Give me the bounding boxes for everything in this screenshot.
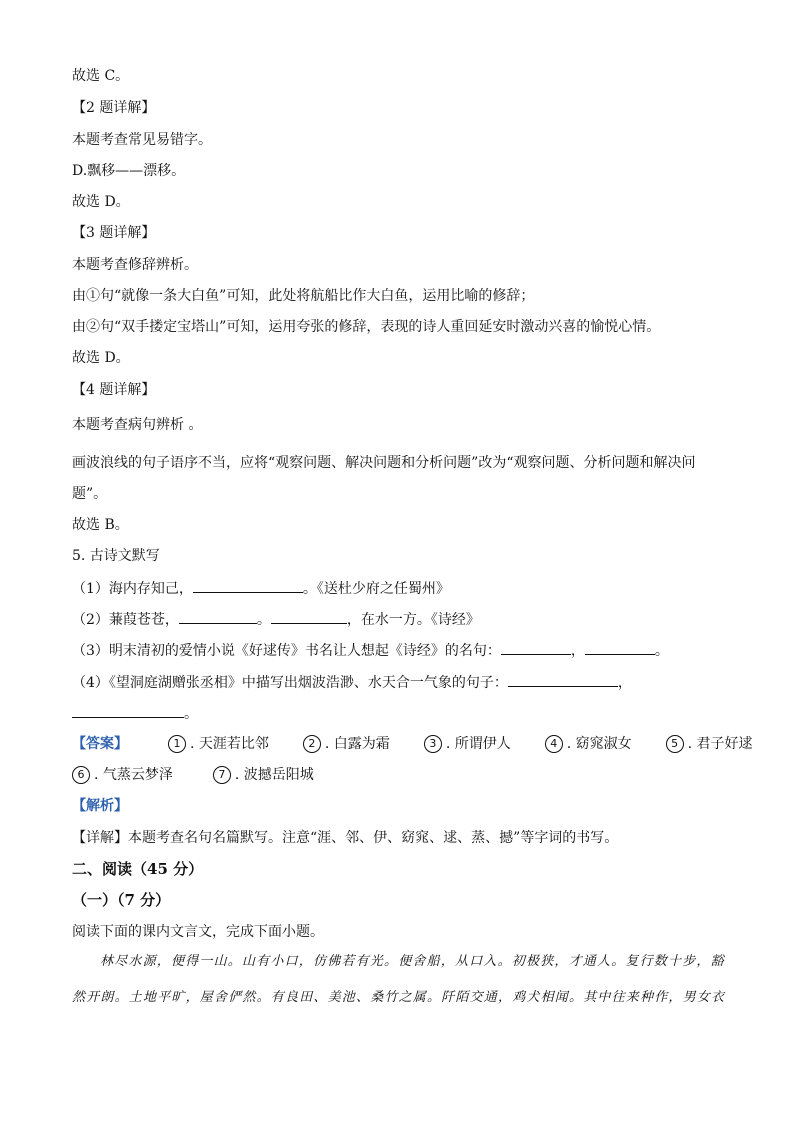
answer-item bbox=[72, 765, 173, 785]
q5-p4-text-c: 。 bbox=[184, 706, 198, 722]
answer-text: . 气蒸云梦泽 bbox=[94, 767, 173, 783]
line-8: 由①句“就像一条大白鱼”可知，此处将航船比作大白鱼，运用比喻的修辞； bbox=[72, 288, 535, 304]
answer-text: . 所谓伊人 bbox=[445, 736, 511, 752]
line-14: 题”。 bbox=[72, 486, 108, 502]
fill-blank bbox=[585, 640, 655, 655]
section-2-title: 二、阅读（45 分） bbox=[72, 860, 204, 878]
circled-number-icon: 7 bbox=[213, 766, 231, 784]
q5-part-4-cont bbox=[72, 703, 198, 724]
answer-item bbox=[168, 734, 269, 754]
q5-p3-text-a: （3）明末清初的爱情小说《好逑传》书名让人想起《诗经》的名句： bbox=[72, 643, 501, 659]
answer-item bbox=[545, 734, 632, 754]
q5-p4-text-a: （4）《望洞庭湖赠张丞相》中描写出烟波浩渺、水天合一气象的句子： bbox=[72, 675, 508, 691]
answer-row-2 bbox=[72, 765, 348, 785]
circled-number-icon: 6 bbox=[72, 766, 90, 784]
circled-number-icon: 4 bbox=[545, 735, 563, 753]
q5-p2-text-b: 。 bbox=[256, 612, 271, 628]
q5-part-2 bbox=[72, 609, 480, 630]
line-1: 故选 C。 bbox=[72, 68, 130, 84]
fill-blank bbox=[508, 672, 618, 687]
q5-p2-text-c: ，在水一方。《诗经》 bbox=[346, 612, 480, 628]
question-5-title: 5. 古诗文默写 bbox=[72, 548, 160, 564]
line-9: 由②句“双手搂定宝塔山”可知，运用夸张的修辞，表现的诗人重回延安时激动兴喜的愉悦心情。 bbox=[72, 319, 661, 335]
line-3: 本题考查常见易错字。 bbox=[72, 132, 212, 148]
q5-part-1 bbox=[72, 578, 450, 599]
line-5: 故选 D。 bbox=[72, 194, 130, 210]
q5-p1-text-b: 。《送杜少府之任蜀州》 bbox=[302, 581, 450, 597]
circled-number-icon: 1 bbox=[168, 735, 186, 753]
circled-number-icon: 2 bbox=[303, 735, 321, 753]
line-15: 故选 B。 bbox=[72, 517, 129, 533]
answer-text: . 窈窕淑女 bbox=[566, 736, 632, 752]
line-10: 故选 D。 bbox=[72, 350, 130, 366]
classical-passage-line-2: 然开朗。土地平旷，屋舍俨然。有良田、美池、桑竹之属。阡陌交通，鸡犬相闻。其中往来种作，男女衣 bbox=[72, 990, 726, 1005]
fill-blank bbox=[72, 703, 184, 718]
answer-item bbox=[424, 734, 511, 754]
line-12: 本题考查病句辨析 。 bbox=[72, 417, 203, 433]
answer-text: . 波撼岳阳城 bbox=[234, 767, 314, 783]
answer-text: . 白露为霜 bbox=[324, 736, 390, 752]
circled-number-icon: 5 bbox=[666, 735, 684, 753]
heading-q4-detail: 【4 题详解】 bbox=[72, 382, 156, 398]
answer-item bbox=[666, 734, 753, 754]
q5-p1-text-a: （1）海内存知己， bbox=[72, 581, 193, 597]
line-13: 画波浪线的句子语序不当，应将“观察问题、解决问题和分析问题”改为“观察问题、分析问题和解决问 bbox=[72, 455, 696, 471]
heading-q2-detail: 【2 题详解】 bbox=[72, 100, 156, 116]
line-4: D.飘移——漂移。 bbox=[72, 163, 186, 179]
analysis-detail: 【详解】本题考查名句名篇默写。注意“涯、邻、伊、窈窕、逑、蒸、撼”等字词的书写。 bbox=[72, 830, 619, 846]
answer-text: . 君子好逑 bbox=[687, 736, 753, 752]
q5-part-4 bbox=[72, 672, 632, 693]
section-2-subtitle: （一）（7 分） bbox=[72, 891, 171, 909]
q5-p2-text-a: （2）蒹葭苍苍， bbox=[72, 612, 179, 628]
answer-row-1 bbox=[72, 734, 753, 754]
reading-instruction: 阅读下面的课内文言文，完成下面小题。 bbox=[72, 924, 324, 940]
circled-number-icon: 3 bbox=[424, 735, 442, 753]
q5-p3-text-b: ， bbox=[570, 643, 585, 659]
fill-blank bbox=[179, 609, 257, 624]
q5-p4-text-b: ， bbox=[617, 675, 632, 691]
analysis-label: 【解析】 bbox=[72, 798, 128, 814]
line-7: 本题考查修辞辨析。 bbox=[72, 257, 198, 273]
heading-q3-detail: 【3 题详解】 bbox=[72, 225, 156, 241]
fill-blank bbox=[193, 578, 303, 593]
answer-item bbox=[213, 765, 314, 785]
q5-p3-text-c: 。 bbox=[654, 643, 669, 659]
classical-passage-line-1: 林尽水源，便得一山。山有小口，仿佛若有光。便舍船，从口入。初极狭，才通人。复行数十步，豁 bbox=[100, 954, 725, 969]
fill-blank bbox=[501, 640, 571, 655]
q5-part-3 bbox=[72, 640, 669, 661]
answer-item bbox=[303, 734, 390, 754]
answer-label: 【答案】 bbox=[72, 736, 128, 752]
fill-blank bbox=[271, 609, 347, 624]
answer-text: . 天涯若比邻 bbox=[190, 736, 269, 752]
